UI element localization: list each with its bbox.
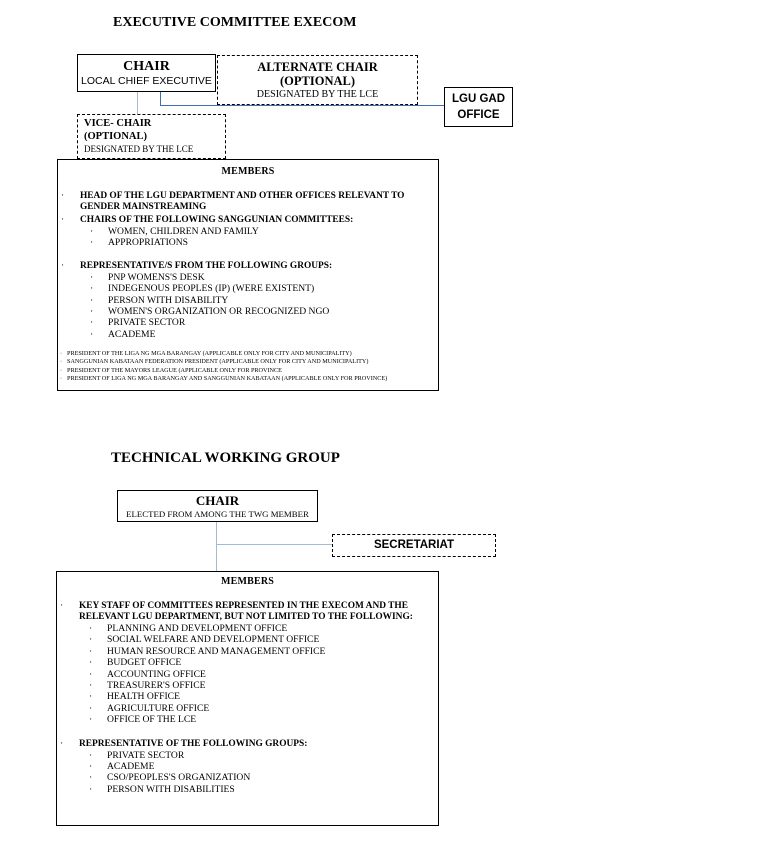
twg-member-item: · HEALTH OFFICE	[57, 691, 438, 702]
chair-gad-connector	[160, 105, 445, 106]
twg-title-text: TECHNICAL WORKING GROUP	[111, 450, 340, 466]
execom-note-item: · PRESIDENT OF THE MAYORS LEAGUE (APPLICABLE ONLY FOR PROVINCE	[58, 367, 438, 375]
chair-vice-connector	[137, 91, 138, 115]
alternate-chair-designation: DESIGNATED BY THE LCE	[256, 89, 379, 100]
lgu-gad-office-box	[444, 87, 513, 127]
execom-notes	[58, 350, 438, 383]
execom-member-item: · WOMEN, CHILDREN AND FAMILY	[58, 226, 438, 237]
secretariat-label: SECRETARIAT	[373, 539, 455, 551]
twg-member-item: · SOCIAL WELFARE AND DEVELOPMENT OFFICE	[57, 634, 438, 645]
gad-office-line1: LGU GAD	[451, 93, 506, 105]
twg-group-label: · REPRESENTATIVE OF THE FOLLOWING GROUPS:	[57, 739, 438, 750]
twg-members-box	[56, 571, 439, 826]
execom-members-heading: MEMBERS	[221, 166, 275, 177]
twg-member-item: · PRIVATE SECTOR	[57, 750, 438, 761]
twg-member-item: · OFFICE OF THE LCE	[57, 714, 438, 725]
twg-member-item: · PLANNING AND DEVELOPMENT OFFICE	[57, 623, 438, 634]
execom-member-item: · PNP WOMENS'S DESK	[58, 272, 438, 283]
execom-member-item: · APPROPRIATIONS	[58, 237, 438, 248]
execom-chair-subtitle: LOCAL CHIEF EXECUTIVE	[81, 75, 212, 87]
twg-member-item: · PERSON WITH DISABILITIES	[57, 784, 438, 795]
twg-member-item: · HUMAN RESOURCE AND MANAGEMENT OFFICE	[57, 646, 438, 657]
twg-member-item: · TREASURER'S OFFICE	[57, 680, 438, 691]
execom-member-item: · WOMEN'S ORGANIZATION OR RECOGNIZED NGO	[58, 306, 438, 317]
twg-member-groups	[57, 601, 438, 795]
execom-note-item: · SANGGUNIAN KABATAAN FEDERATION PRESIDENT (APPLICABLE ONLY FOR CITY AND MUNICIPALITY)	[58, 358, 438, 366]
gad-office-line2: OFFICE	[457, 109, 500, 121]
execom-title: EXECUTIVE COMMITTEE EXECOM	[113, 15, 357, 30]
twg-chair-members-connector	[216, 521, 217, 572]
secretariat-box	[332, 534, 496, 557]
execom-chair-title: CHAIR	[123, 59, 170, 74]
vice-chair-title: VICE- CHAIR	[84, 118, 152, 129]
execom-chair-box	[77, 54, 216, 92]
execom-member-item: · PRIVATE SECTOR	[58, 317, 438, 328]
execom-note-item: · PRESIDENT OF LIGA NG MGA BARANGAY AND SANGGUNIAN KABATAAN (APPLICABLE ONLY FOR PROVINCE)	[58, 375, 438, 383]
twg-group	[57, 739, 438, 796]
twg-member-item: · ACADEME	[57, 761, 438, 772]
chair-gad-connector-down	[160, 91, 161, 106]
execom-member-groups	[58, 191, 438, 340]
alternate-chair-box	[217, 55, 418, 105]
execom-member-item: · ACADEME	[58, 329, 438, 340]
twg-group	[57, 601, 438, 726]
alternate-chair-title: ALTERNATE CHAIR	[257, 60, 378, 74]
execom-member-item: · PERSON WITH DISABILITY	[58, 295, 438, 306]
execom-group	[58, 191, 438, 213]
vice-chair-box	[77, 114, 226, 159]
twg-chair-title: CHAIR	[195, 493, 240, 508]
twg-chair-subtitle: ELECTED FROM AMONG THE TWG MEMBER	[126, 509, 309, 519]
vice-chair-optional: (OPTIONAL)	[84, 130, 147, 142]
execom-members-box	[57, 159, 439, 391]
execom-group-label: · HEAD OF THE LGU DEPARTMENT AND OTHER OFFICES RELEVANT TO GENDER MAINSTREAMING	[58, 191, 438, 213]
twg-member-item: · AGRICULTURE OFFICE	[57, 703, 438, 714]
execom-note-item: · PRESIDENT OF THE LIGA NG MGA BARANGAY (APPLICABLE ONLY FOR CITY AND MUNICIPALITY)	[58, 350, 438, 358]
execom-group-label: · CHAIRS OF THE FOLLOWING SANGGUNIAN COMMITTEES:	[58, 215, 438, 226]
twg-member-item: · BUDGET OFFICE	[57, 657, 438, 668]
twg-chair-secretariat-connector	[216, 544, 333, 545]
execom-group	[58, 261, 438, 340]
alternate-chair-optional: (OPTIONAL)	[280, 74, 355, 88]
twg-group-label: · KEY STAFF OF COMMITTEES REPRESENTED IN THE EXECOM AND THE RELEVANT LGU DEPARTMENT, BUT NOT LIMITED TO THE FOLLOWING:	[57, 601, 438, 623]
twg-members-heading: MEMBERS	[220, 576, 275, 587]
twg-member-item: · CSO/PEOPLES'S ORGANIZATION	[57, 772, 438, 783]
twg-title	[111, 450, 340, 467]
execom-member-item: · INDEGENOUS PEOPLES (IP) (WERE EXISTENT)	[58, 283, 438, 294]
twg-chair-box	[117, 490, 318, 522]
vice-chair-designation: DESIGNATED BY THE LCE	[84, 144, 194, 154]
execom-group	[58, 215, 438, 249]
twg-member-item: · ACCOUNTING OFFICE	[57, 669, 438, 680]
execom-group-label: · REPRESENTATIVE/S FROM THE FOLLOWING GROUPS:	[58, 261, 438, 272]
